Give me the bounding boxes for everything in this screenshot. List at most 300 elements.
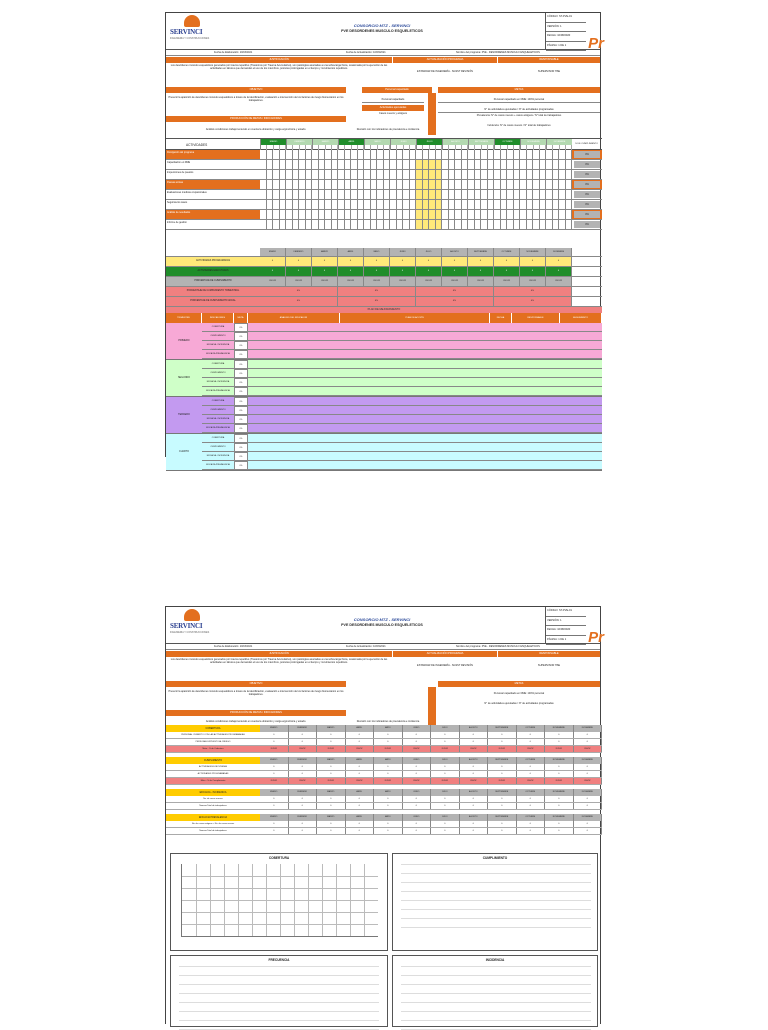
summary-cell: 0	[364, 267, 390, 276]
indicator-cells	[260, 796, 602, 802]
indicator-group-label: COBERTURA	[166, 725, 260, 732]
goals-bar: METAS	[438, 87, 600, 93]
quarter-indicator: CUMPLIMIENTO	[202, 443, 234, 452]
month-label-0: ENERO	[261, 139, 286, 145]
indicator-cell: 0	[574, 739, 603, 745]
indicator-cell: #DIV/0!	[346, 778, 375, 784]
indicator-cell: 0	[517, 771, 546, 777]
indicator-cell: 0	[488, 803, 517, 809]
activity-row	[166, 190, 602, 200]
quarter-block	[166, 397, 602, 434]
quarter-cells[interactable]	[248, 341, 602, 350]
activity-cells	[260, 200, 572, 209]
indicator-cell: 0	[574, 771, 603, 777]
summary-cell: #DIV/0!	[442, 277, 468, 286]
summary-row	[166, 257, 602, 267]
justification-text: Los desórdenes músculo esqueléticos generados por trauma repetitivo (Trastornos por Trauma Acumulativo), son patologías asociadas a una sobrecarga física, ocasionada por la ejecución de las actividades en labores que demandan el uso de los miembros, posturas prolongadas en el tiempo y movimientos repetitivos.	[170, 64, 388, 71]
indicator-cell: 0	[431, 739, 460, 745]
grid-hline	[401, 918, 591, 919]
indicator-cell: #DIV/0!	[374, 778, 403, 784]
grid-hline	[182, 912, 378, 913]
quarter-meta: 0%	[234, 452, 248, 461]
indicator-cell: 0	[460, 796, 489, 802]
sub-text-3: Casos nuevos y antiguos	[379, 112, 407, 115]
chart-cumplimiento-title: CUMPLIMIENTO	[482, 856, 508, 860]
indicator-cell: #DIV/0!	[374, 746, 403, 752]
indicator-cell: 0	[488, 821, 517, 827]
responsible-bar-2: RESPONSABLE	[498, 651, 600, 657]
justification-bar-2: JUSTIFICACIÓN	[166, 651, 392, 657]
summary-cell: 0	[442, 267, 468, 276]
indicator-cell: 0	[403, 732, 432, 738]
quarter-label: TERCERO	[166, 397, 202, 433]
month-label-6: JULIO	[417, 139, 442, 145]
summary-cell: 0%	[494, 297, 572, 306]
summary-cell: 0	[390, 267, 416, 276]
indicator-month: ENERO	[260, 757, 289, 764]
schedule-cell[interactable]	[566, 220, 573, 229]
indicator-cell: 0	[260, 732, 289, 738]
summary-row	[166, 287, 602, 297]
summary-row	[166, 267, 602, 277]
update-date: Fecha de Actualización: 10/03/2021	[346, 51, 386, 54]
indicator-cell: 0	[460, 821, 489, 827]
indicator-cell: #DIV/0!	[403, 778, 432, 784]
elaboration-date: Fecha de Elaboración: 10/03/2021	[214, 51, 253, 54]
indicator-cell: 0	[374, 732, 403, 738]
summary-month: JULIO	[416, 248, 442, 256]
indicator-cell: 0	[374, 771, 403, 777]
summary-cell: #DIV/0!	[546, 277, 572, 286]
indicator-cell: 0	[289, 828, 318, 834]
quarter-block	[166, 360, 602, 397]
quarter-cells[interactable]	[248, 360, 602, 369]
activity-name: Informe de gestión	[167, 221, 187, 224]
indicator-cell: 0	[317, 764, 346, 770]
summary-month: JUNIO	[390, 248, 416, 256]
quarter-cells[interactable]	[248, 415, 602, 424]
grid-hline	[182, 888, 378, 889]
indicator-cell: 0	[488, 739, 517, 745]
activity-row	[166, 170, 602, 180]
grid-hline	[401, 882, 591, 883]
quarter-cells[interactable]	[248, 461, 602, 470]
meta-page-2: PÁGINA: 1 DE 1	[546, 636, 586, 646]
activity-row	[166, 160, 602, 170]
info-row-2	[166, 644, 600, 650]
schedule-cell[interactable]	[566, 170, 573, 179]
indicator-row-label: ACTIVIDADES PROGRAMADAS	[197, 773, 229, 775]
indicator-cell: #DIV/0!	[431, 778, 460, 784]
indicator-cell: #DIV/0!	[260, 746, 289, 752]
grid-hline	[401, 900, 591, 901]
indicator-month: MAYO	[374, 757, 403, 764]
summary-cell: #DIV/0!	[416, 277, 442, 286]
indicator-cell: 0	[346, 732, 375, 738]
indicator-cell: 0	[260, 739, 289, 745]
activity-percent: 0%	[574, 161, 600, 168]
production-bar-2: PRODUCCIÓN DE METAS / INDICADORES	[166, 710, 346, 716]
summary-cell: 0	[364, 257, 390, 266]
strategy-text-2: Revisión con los indicadores de prevalencia e incidencia	[356, 720, 420, 723]
update-text-2: ESTANDAR DE INGENIERÍA - SGSST REVISIÓN	[417, 664, 473, 667]
indicator-cell: 0	[289, 764, 318, 770]
indicator-cells	[260, 821, 602, 827]
info-row	[166, 50, 600, 56]
quarter-cells[interactable]	[248, 424, 602, 433]
chart-cumplimiento	[392, 853, 598, 951]
logo-text: SERVINCI	[170, 28, 203, 36]
indicator-cells	[260, 764, 602, 770]
activity-cells	[260, 150, 572, 159]
summary-label: ACTIVIDADES EJECUTADAS	[166, 267, 260, 276]
quarter-meta: 0%	[234, 434, 248, 443]
indicator-cell: 0	[574, 796, 603, 802]
month-label-9: OCTUBRE	[495, 139, 520, 145]
quarter-label: CUARTO	[166, 434, 202, 470]
grid-hline	[401, 1002, 591, 1003]
meta-date-2: FECHA: 10/08/2020	[546, 626, 586, 636]
indicator-month: SEPTIEMBRE	[488, 725, 517, 732]
quarter-block	[166, 434, 602, 471]
indicator-month: MARZO	[317, 725, 346, 732]
summary-cell: 0	[494, 257, 520, 266]
summary-cell: 0%	[416, 287, 494, 296]
indicator-cell: 0	[403, 803, 432, 809]
indicator-month: MARZO	[317, 789, 346, 796]
activity-percent: 0%	[574, 151, 600, 158]
schedule-cell[interactable]	[566, 180, 573, 189]
indicator-month: DICIEMBRE	[574, 814, 603, 821]
indicator-row-label: No. de casos antiguos + No. de casos nuevos	[191, 823, 235, 825]
indicator-cell: 0	[574, 828, 603, 834]
indicator-cell: 0	[545, 821, 574, 827]
activity-name: Seguimiento casos	[167, 201, 188, 204]
indicator-month: OCTUBRE	[517, 757, 546, 764]
indicator-cell: 0	[346, 771, 375, 777]
summary-cell: 0	[286, 257, 312, 266]
schedule-cell[interactable]	[566, 210, 573, 219]
sheet-header	[166, 13, 604, 52]
summary-month: DICIEMBRE	[546, 248, 572, 256]
indicator-month: ABRIL	[346, 789, 375, 796]
summary-cell: 0%	[260, 297, 338, 306]
plan-column-header: ANÁLISIS DEL INDICADOR	[248, 313, 340, 323]
indicator-month: ENERO	[260, 789, 289, 796]
sub-text-1: Personal capacitado	[362, 97, 424, 103]
indicator-cell: 0	[317, 803, 346, 809]
indicator-month: SEPTIEMBRE	[488, 789, 517, 796]
indicator-cell: 0	[317, 796, 346, 802]
document-subtitle: PVE DESORDENES MUSCULO ESQUELETICOS	[341, 29, 423, 33]
document-meta-2	[545, 607, 586, 643]
grid-hline	[401, 975, 591, 976]
summary-cell: 0%	[338, 287, 416, 296]
responsible-text: SUPERVISOR HSE	[537, 70, 561, 73]
schedule-header	[166, 138, 602, 150]
grid-hline	[401, 1020, 591, 1021]
indicator-cell: #DIV/0!	[574, 778, 603, 784]
quarter-cells[interactable]	[248, 378, 602, 387]
indicator-month: NOVIEMBRE	[545, 789, 574, 796]
activity-cells	[260, 170, 572, 179]
month-label-8: SEPTIEMBRE	[469, 139, 494, 145]
summary-label: PORCENTAJE DE CUMPLIMIENTO ANUAL	[166, 297, 260, 306]
indicator-month: JULIO	[431, 789, 460, 796]
indicator-month: FEBRERO	[289, 789, 318, 796]
indicator-cell: 0	[517, 796, 546, 802]
indicator-cell: 0	[545, 732, 574, 738]
strategy-text: Revisión con los indicadores de prevalencia e incidencia	[356, 128, 420, 131]
summary-cell: 0	[546, 267, 572, 276]
indicator-cell: 0	[517, 821, 546, 827]
activity-percent: 0%	[574, 211, 600, 218]
summary-label: ACTIVIDADES PROGRAMADAS	[166, 257, 260, 266]
quarter-indicator: COBERTURA	[202, 397, 234, 406]
indicator-cell: #DIV/0!	[289, 778, 318, 784]
chart-incidencia-title: INCIDENCIA	[485, 958, 505, 962]
plan-column-header: RESPONSABLE	[512, 313, 560, 323]
activity-name: Capacitación en DME	[167, 161, 191, 164]
indicator-cell: #DIV/0!	[545, 746, 574, 752]
summary-cell: 0	[494, 267, 520, 276]
quarter-indicator: EFICACIA PREVALENCIA	[202, 350, 234, 359]
grid-hline	[182, 924, 378, 925]
summary-cell: 0	[520, 257, 546, 266]
indicator-row	[166, 732, 602, 739]
schedule-cell[interactable]	[566, 150, 573, 159]
indicator-group-header	[166, 725, 602, 732]
document-title-2: CONSORCIO MTZ - SERVINCI	[353, 617, 411, 622]
schedule-cell[interactable]	[566, 160, 573, 169]
indicator-cells	[260, 746, 602, 752]
indicator-cell: 0	[431, 828, 460, 834]
indicator-cell: 0	[260, 828, 289, 834]
indicator-cell: 0	[431, 796, 460, 802]
month-label-3: ABRIL	[339, 139, 364, 145]
logo-subtext: INGENIERIA Y CONSTRUCCIONES	[170, 37, 210, 40]
quarter-label: SEGUNDO	[166, 360, 202, 396]
summary-cell: 0	[416, 257, 442, 266]
indicator-row	[166, 739, 602, 746]
quarter-cells[interactable]	[248, 397, 602, 406]
indicator-cell: 0	[545, 771, 574, 777]
quarter-cells[interactable]	[248, 406, 602, 415]
meta-date: FECHA: 10/08/2020	[546, 32, 586, 42]
indicator-cell: #DIV/0!	[574, 746, 603, 752]
grid-hline	[179, 1002, 379, 1003]
indicator-cell: #DIV/0!	[460, 746, 489, 752]
indicator-row-label: Numero Total de trabajadores	[199, 830, 227, 832]
indicator-cell: #DIV/0!	[488, 746, 517, 752]
quarter-cells[interactable]	[248, 332, 602, 341]
activity-name: Divulgación del programa	[167, 151, 195, 154]
indicator-row	[166, 821, 602, 828]
indicator-cell: 0	[289, 821, 318, 827]
indicator-month: ABRIL	[346, 757, 375, 764]
chart-cobertura	[170, 853, 388, 951]
indicator-month: NOVIEMBRE	[545, 814, 574, 821]
update-bar-2: ACTUALIZACIÓN PROGRAMA	[393, 651, 497, 657]
indicator-month: JUNIO	[403, 725, 432, 732]
quarter-indicator: EFICACIA PREVALENCIA	[202, 461, 234, 470]
production-bar: PRODUCCIÓN DE METAS / INDICADORES	[166, 116, 346, 122]
summary-cell: 0	[260, 257, 286, 266]
quarter-cells[interactable]	[248, 434, 602, 443]
indicator-cell: 0	[346, 739, 375, 745]
summary-cell: #DIV/0!	[468, 277, 494, 286]
indicator-cell: #DIV/0!	[488, 778, 517, 784]
activity-percent: 0%	[574, 181, 600, 188]
indicator-month: SEPTIEMBRE	[488, 814, 517, 821]
indicator-cell: 0	[545, 803, 574, 809]
indicator-cell: 0	[403, 771, 432, 777]
summary-cell: #DIV/0!	[390, 277, 416, 286]
plan-column-header: TRIMESTRE	[166, 313, 202, 323]
indicator-row-label: PERSONAL EXPUESTO AL RIESGO	[195, 741, 231, 743]
responsible-text-2: SUPERVISOR HSE	[537, 664, 561, 667]
quarter-meta: 0%	[234, 341, 248, 350]
logo-mark-icon	[184, 15, 200, 27]
update-date-2: Fecha de Actualización: 10/03/2021	[346, 645, 386, 648]
company-logo	[170, 15, 216, 45]
indicator-group-label: CUMPLIMIENTO	[166, 757, 260, 764]
indicator-row	[166, 746, 602, 753]
schedule-cell[interactable]	[566, 200, 573, 209]
plan-column-header: SEGUIMIENTO	[560, 313, 602, 323]
indicator-month: AGOSTO	[460, 814, 489, 821]
indicator-cell: 0	[545, 739, 574, 745]
summary-cell: 0	[468, 257, 494, 266]
indicator-month: FEBRERO	[289, 725, 318, 732]
indicator-cell: 0	[431, 764, 460, 770]
quarter-indicator: EFICACIA - INCIDENCIA	[202, 341, 234, 350]
summary-cell: 0	[312, 267, 338, 276]
activity-row	[166, 210, 602, 220]
indicator-month: NOVIEMBRE	[545, 725, 574, 732]
summary-month: MAYO	[364, 248, 390, 256]
quarter-cells[interactable]	[248, 323, 602, 332]
indicator-cell: 0	[289, 771, 318, 777]
activity-percent: 0%	[574, 171, 600, 178]
activity-cells	[260, 180, 572, 189]
objective-text-2: Prevenir la aparición de desórdenes músculo esqueléticos a través de la identificación, evaluación e intervención de los factores de riesgo biomecánico en los trabajadores.	[168, 690, 344, 697]
brand-mark: Pr	[588, 35, 604, 52]
summary-month: MARZO	[312, 248, 338, 256]
summary-cell: 0%	[260, 287, 338, 296]
quarter-meta: 0%	[234, 424, 248, 433]
goal-text-1-2: Personal capacitado en DME: 100% personal	[493, 692, 545, 695]
meta-code: CÓDIGO: ST-PVE-01	[546, 13, 586, 23]
grid-hline	[179, 975, 379, 976]
indicator-cell: #DIV/0!	[403, 746, 432, 752]
grid-hline	[179, 1020, 379, 1021]
grid-hline	[401, 909, 591, 910]
indicator-cell: 0	[574, 764, 603, 770]
indicator-row	[166, 796, 602, 803]
sheet-header-2	[166, 607, 604, 646]
activity-cells	[260, 160, 572, 169]
activity-cells	[260, 220, 572, 229]
goals-bar-2: METAS	[438, 681, 600, 687]
indicator-cell: 0	[289, 803, 318, 809]
indicator-cell: 0	[260, 803, 289, 809]
indicator-cell: 0	[374, 803, 403, 809]
indicator-cells	[260, 828, 602, 834]
quarter-cells[interactable]	[248, 350, 602, 359]
indicator-row-label: No. de casos nuevos	[203, 798, 223, 800]
indicator-month: MAYO	[374, 789, 403, 796]
summary-cell: 0%	[494, 287, 572, 296]
summary-cells	[260, 267, 572, 276]
schedule-cell[interactable]	[566, 190, 573, 199]
indicator-group-header	[166, 789, 602, 796]
indicator-cell: 0	[517, 803, 546, 809]
indicator-row-label: Numero Total de trabajadores	[199, 805, 227, 807]
indicator-cell: 0	[346, 803, 375, 809]
indicator-month: JUNIO	[403, 789, 432, 796]
indicator-cell: 0	[431, 803, 460, 809]
indicator-cells	[260, 739, 602, 745]
summary-label: PORCENTAJE DE CUMPLIMIENTO TRIMESTRAL	[166, 287, 260, 296]
indicator-group-header	[166, 757, 602, 764]
summary-cell: #DIV/0!	[338, 277, 364, 286]
indicator-cell: #DIV/0!	[431, 746, 460, 752]
quarter-meta: 0%	[234, 323, 248, 332]
logo-subtext-2: INGENIERIA Y CONSTRUCCIONES	[170, 631, 210, 634]
indicator-row-label: ACTIVIDADES EJECUTADAS	[198, 766, 228, 768]
summary-cell: #DIV/0!	[494, 277, 520, 286]
vertical-label-bar	[428, 93, 436, 135]
indicator-cell: 0	[403, 828, 432, 834]
indicator-cell: 0	[517, 732, 546, 738]
program-name: Nombre del programa: PVE - DESORDENES MUSCULO ESQUELETICOS	[456, 51, 540, 54]
quarter-meta: 0%	[234, 397, 248, 406]
document-subtitle-2: PVE DESORDENES MUSCULO ESQUELETICOS	[341, 623, 423, 627]
brand-mark-2: Pr	[588, 629, 604, 646]
quarter-indicator: COBERTURA	[202, 360, 234, 369]
quarter-cells[interactable]	[248, 452, 602, 461]
indicator-month: AGOSTO	[460, 757, 489, 764]
quarter-meta: 0%	[234, 443, 248, 452]
elaboration-date-2: Fecha de Elaboración: 10/03/2021	[214, 645, 253, 648]
indicator-cell: #DIV/0!	[289, 746, 318, 752]
activity-row	[166, 150, 602, 160]
indicator-months	[260, 789, 602, 796]
quarter-cells[interactable]	[248, 443, 602, 452]
summary-cells	[260, 277, 572, 286]
indicator-cell: 0	[488, 732, 517, 738]
chart-frecuencia	[170, 955, 388, 1027]
justification-text-2: Los desórdenes músculo esqueléticos generados por trauma repetitivo (Trastornos por Trauma Acumulativo), son patologías asociadas a una sobrecarga física, ocasionada por la ejecución de las actividades en labores que demandan el uso de los miembros, posturas prolongadas en el tiempo y movimientos repetitivos.	[170, 658, 388, 665]
indicator-row	[166, 764, 602, 771]
chart-cumplimiento-plot	[401, 864, 591, 942]
activity-cells	[260, 210, 572, 219]
quarter-cells[interactable]	[248, 387, 602, 396]
plan-column-header: PLAN DE ACCIÓN	[340, 313, 490, 323]
indicator-month: JULIO	[431, 814, 460, 821]
indicator-cell: 0	[260, 771, 289, 777]
quarter-cells[interactable]	[248, 369, 602, 378]
indicator-cell: 0	[460, 771, 489, 777]
summary-month: ENERO	[260, 248, 286, 256]
indicator-month: MAYO	[374, 725, 403, 732]
chart-cobertura-plot	[181, 864, 378, 937]
indicator-cells	[260, 732, 602, 738]
goal-text-1: Personal capacitado en DME: 100% personal	[438, 97, 600, 103]
grid-hline	[401, 873, 591, 874]
indicator-cell: 0	[317, 828, 346, 834]
